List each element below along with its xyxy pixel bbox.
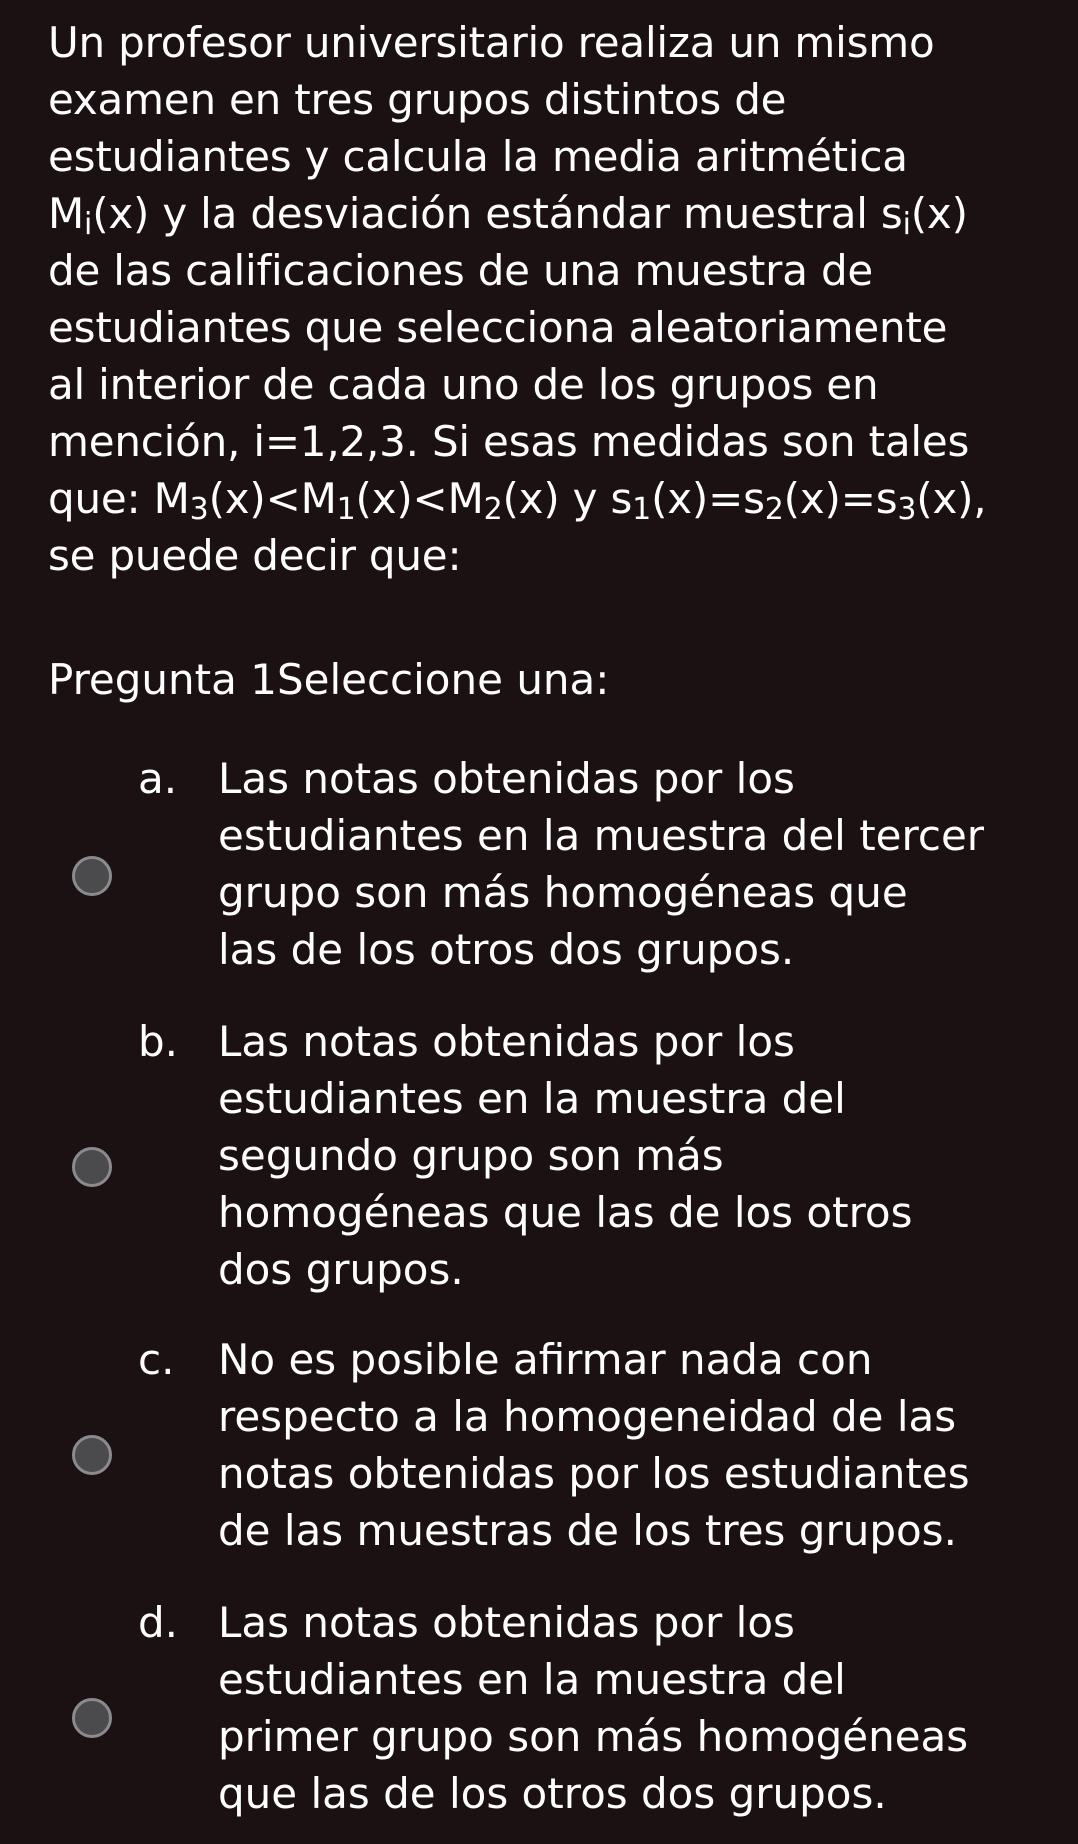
mean-symbol: M <box>447 474 484 523</box>
option-line: dos grupos. <box>218 1245 464 1294</box>
mean-subscript: i <box>84 207 93 242</box>
question-line: se puede decir que: <box>48 531 462 580</box>
radio-button-option-d[interactable] <box>72 1698 112 1738</box>
sd-subscript: 1 <box>632 492 652 527</box>
question-line: estudiantes y calcula la media aritmética <box>48 132 908 181</box>
sd-symbol: s <box>880 189 903 238</box>
option-text[interactable] <box>218 1013 1058 1298</box>
sd-symbol: s <box>875 474 898 523</box>
sd-symbol: s <box>610 474 633 523</box>
sd-subscript: 3 <box>897 492 917 527</box>
question-text-fragment: (x) <box>910 189 968 238</box>
question-text-fragment: (x)= <box>783 474 876 523</box>
option-line: grupo son más homogéneas que <box>218 868 908 917</box>
option-line: estudiantes en la muestra del tercer <box>218 811 985 860</box>
mean-symbol: M <box>153 474 190 523</box>
question-text-fragment: que: <box>48 474 154 523</box>
sd-symbol: s <box>743 474 765 523</box>
option-letter: a. <box>138 754 178 803</box>
question-text-fragment: (x) y <box>502 474 611 523</box>
question-line-formula-conditions <box>48 470 1048 527</box>
option-line: Las notas obtenidas por los <box>218 1598 795 1647</box>
question-text-fragment: (x)< <box>208 474 301 523</box>
question-text-fragment: (x)= <box>651 474 744 523</box>
option-letter: c. <box>138 1335 175 1384</box>
option-line: Las notas obtenidas por los <box>218 754 795 803</box>
option-line: estudiantes en la muestra del <box>218 1655 846 1704</box>
question-line: examen en tres grupos distintos de <box>48 75 787 124</box>
mean-symbol: M <box>300 474 337 523</box>
radio-button-option-a[interactable] <box>72 856 112 896</box>
question-prompt: Pregunta 1Seleccione una: <box>48 655 610 704</box>
option-line: que las de los otros dos grupos. <box>218 1769 887 1818</box>
question-line-formula-means <box>48 185 1048 242</box>
option-line: respecto a la homogeneidad de las <box>218 1392 957 1441</box>
question-text-fragment: (x)< <box>355 474 448 523</box>
option-line: No es posible afirmar nada con <box>218 1335 873 1384</box>
option-line: de las muestras de los tres grupos. <box>218 1506 957 1555</box>
mean-subscript: 3 <box>189 492 209 527</box>
option-line: estudiantes en la muestra del <box>218 1074 846 1123</box>
option-text[interactable] <box>218 1594 1058 1822</box>
option-line: segundo grupo son más <box>218 1131 724 1180</box>
option-line: homogéneas que las de los otros <box>218 1188 913 1237</box>
sd-subscript: 2 <box>764 492 784 527</box>
option-text[interactable] <box>218 750 1058 978</box>
radio-button-option-c[interactable] <box>72 1435 112 1475</box>
question-text-fragment: (x), <box>916 474 987 523</box>
question-text-fragment: (x) y la desviación estándar muestral <box>92 189 881 238</box>
option-letter: d. <box>138 1598 179 1647</box>
mean-subscript: 1 <box>336 492 356 527</box>
question-line: Un profesor universitario realiza un mismo <box>48 18 935 67</box>
question-line: estudiantes que selecciona aleatoriamente <box>48 303 948 352</box>
option-line: primer grupo son más homogéneas <box>218 1712 969 1761</box>
option-line: notas obtenidas por los estudiantes <box>218 1449 970 1498</box>
mean-symbol: M <box>48 189 85 238</box>
question-text <box>48 14 1048 584</box>
radio-button-option-b[interactable] <box>72 1147 112 1187</box>
mean-subscript: 2 <box>483 492 503 527</box>
question-line: mención, i=1,2,3. Si esas medidas son tales <box>48 417 970 466</box>
option-letter: b. <box>138 1017 179 1066</box>
question-line: al interior de cada uno de los grupos en <box>48 360 879 409</box>
option-line: las de los otros dos grupos. <box>218 925 795 974</box>
sd-subscript: i <box>902 207 911 242</box>
option-text[interactable] <box>218 1331 1058 1559</box>
option-line: Las notas obtenidas por los <box>218 1017 795 1066</box>
question-line: de las calificaciones de una muestra de <box>48 246 874 295</box>
